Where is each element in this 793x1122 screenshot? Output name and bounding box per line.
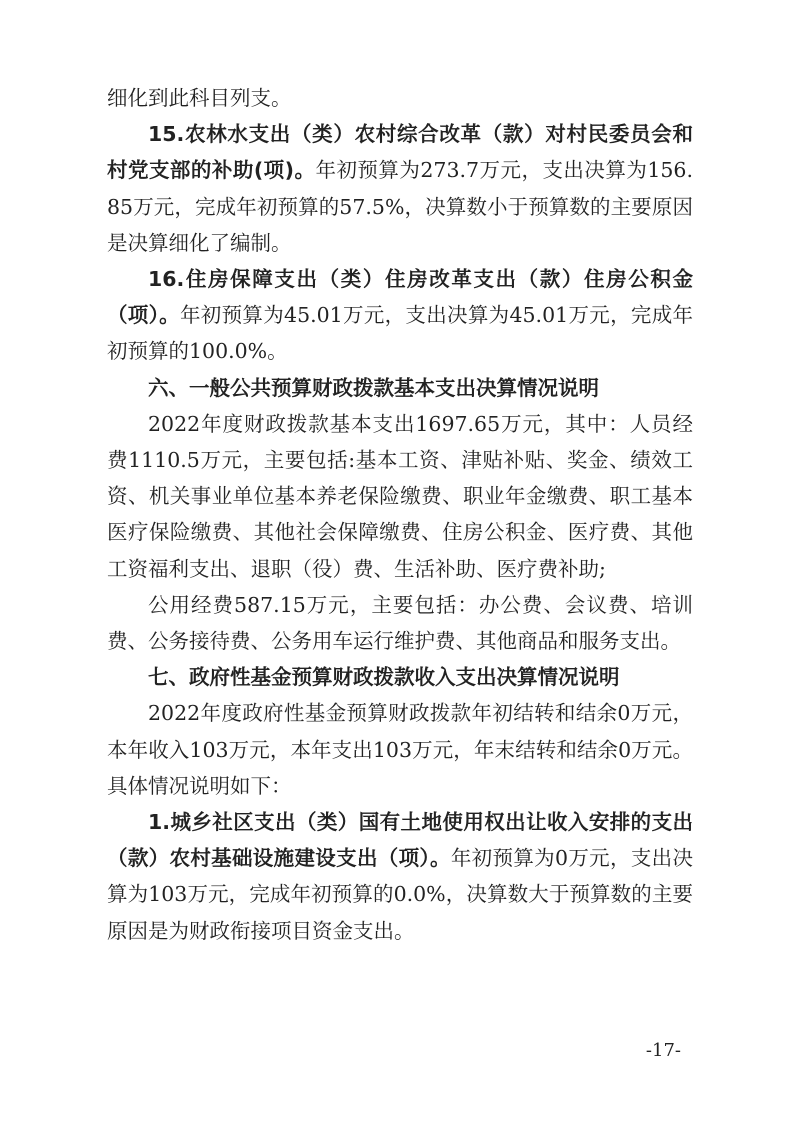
- item-16-text: 年初预算为45.01万元，支出决算为45.01万元，完成年初预算的100.0%。: [107, 303, 694, 364]
- document-body: [107, 80, 693, 949]
- paragraph-item-16: [107, 261, 693, 370]
- paragraph-basic-expenditure: 2022年度财政拨款基本支出1697.65万元，其中：人员经费1110.5万元，主要包括:基本工资、津贴补贴、奖金、绩效工资、机关事业单位基本养老保险缴费、职业年金缴费、职工基本医疗保险缴费、其他社会保障缴费、住房公积金、医疗费、其他工资福利支出、退职（役）费、生活补助、医疗费补助;: [107, 411, 693, 581]
- paragraph-public-funds: 公用经费587.15万元，主要包括：办公费、会议费、培训费、公务接待费、公务用车运行维护费、其他商品和服务支出。: [107, 592, 693, 654]
- paragraph-fund-budget: 2022年度政府性基金预算财政拨款年初结转和结余0万元，本年收入103万元，本年支出103万元，年末结转和结余0万元。具体情况说明如下：: [107, 701, 693, 798]
- page-number: -17-: [645, 1040, 681, 1061]
- item-16-heading: 16.住房保障支出（类）住房改革支出（款）住房公积金（项）。: [107, 267, 693, 328]
- item-15-heading: 15.农林水支出（类）农村综合改革（款）对村民委员会和村党支部的补助(项)。: [107, 122, 693, 183]
- paragraph-item-1: [107, 804, 693, 949]
- section-heading-6: 六、一般公共预算财政拨款基本支出决算情况说明: [148, 375, 599, 400]
- paragraph-continuation: 细化到此科目列支。: [107, 86, 292, 110]
- paragraph-item-15: [107, 116, 693, 261]
- item-1-heading: 1.城乡社区支出（类）国有土地使用权出让收入安排的支出（款）农村基础设施建设支出（项）。: [107, 810, 693, 871]
- item-15-text: 年初预算为273.7万元，支出决算为156.85万元，完成年初预算的57.5%，决算数小于预算数的主要原因是决算细化了编制。: [107, 158, 693, 255]
- section-heading-7: 七、政府性基金预算财政拨款收入支出决算情况说明: [148, 665, 620, 690]
- item-1-text: 年初预算为0万元，支出决算为103万元，完成年初预算的0.0%，决算数大于预算数的主要原因是为财政衔接项目资金支出。: [107, 846, 694, 943]
